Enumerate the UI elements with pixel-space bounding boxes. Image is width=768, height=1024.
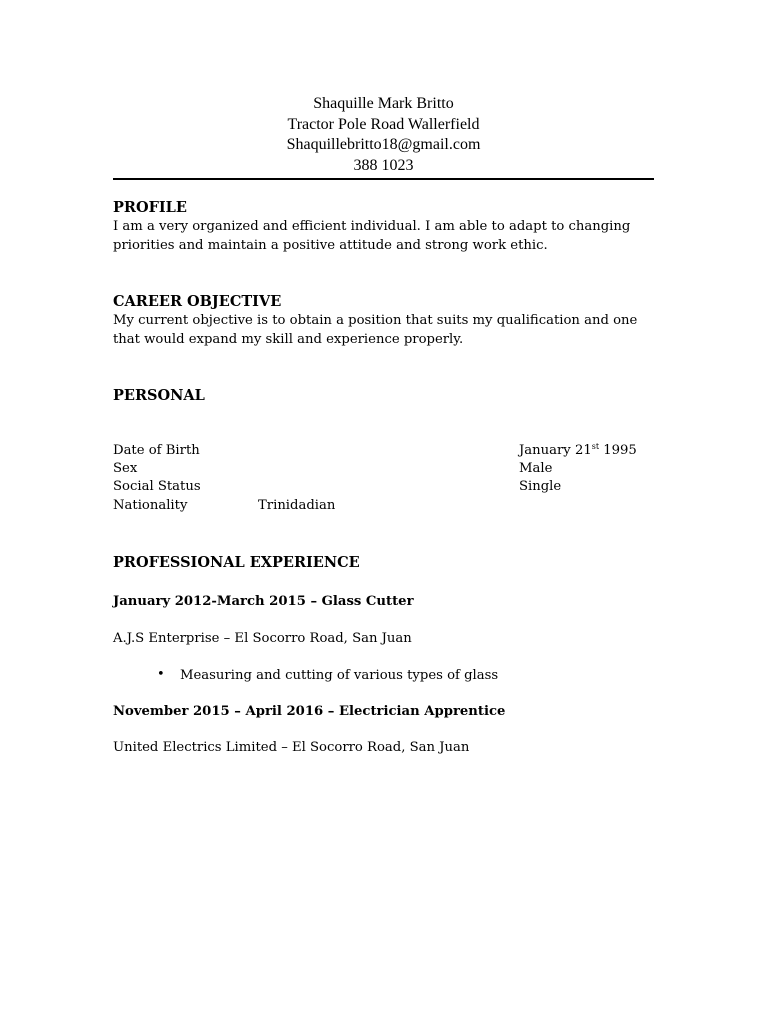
- sex-value: Male: [519, 461, 553, 476]
- dob-value-date: January 21: [519, 443, 592, 458]
- dob-value-suffix: st: [591, 442, 600, 451]
- applicant-phone: 388 1023: [353, 157, 414, 175]
- nationality-value: Trinidadian: [258, 498, 336, 513]
- applicant-email: Shaquillebritto18@gmail.com: [286, 136, 481, 154]
- profile-heading: PROFILE: [113, 199, 187, 216]
- status-value: Single: [519, 479, 562, 494]
- sex-label: Sex: [113, 461, 138, 476]
- nationality-label: Nationality: [113, 498, 188, 513]
- personal-heading: PERSONAL: [113, 387, 205, 404]
- job-title: January 2012-March 2015 – Glass Cutter: [113, 594, 414, 609]
- experience-heading: PROFESSIONAL EXPERIENCE: [113, 554, 360, 571]
- job-employer: A.J.S Enterprise – El Socorro Road, San Juan: [113, 631, 412, 646]
- header-divider: [113, 178, 654, 180]
- dob-value: [519, 443, 637, 458]
- job-employer: United Electrics Limited – El Socorro Road, San Juan: [113, 740, 470, 755]
- status-label: Social Status: [113, 479, 201, 494]
- applicant-address: Tractor Pole Road Wallerfield: [287, 115, 480, 133]
- contact-header: [113, 94, 654, 177]
- objective-heading: CAREER OBJECTIVE: [113, 293, 282, 310]
- dob-value-year: 1995: [599, 443, 637, 458]
- profile-text: I am a very organized and efficient individual. I am able to adapt to changing priorities and maintain a positive attitude and strong work ethic.: [113, 219, 631, 253]
- objective-text: My current objective is to obtain a position that suits my qualification and one that would expand my skill and experience properly.: [113, 313, 638, 347]
- job-duty: Measuring and cutting of various types of glass: [180, 668, 499, 683]
- applicant-name: Shaquille Mark Britto: [313, 95, 454, 112]
- bullet-icon: •: [157, 667, 165, 682]
- dob-label: Date of Birth: [113, 443, 200, 458]
- job-title: November 2015 – April 2016 – Electrician Apprentice: [113, 704, 506, 719]
